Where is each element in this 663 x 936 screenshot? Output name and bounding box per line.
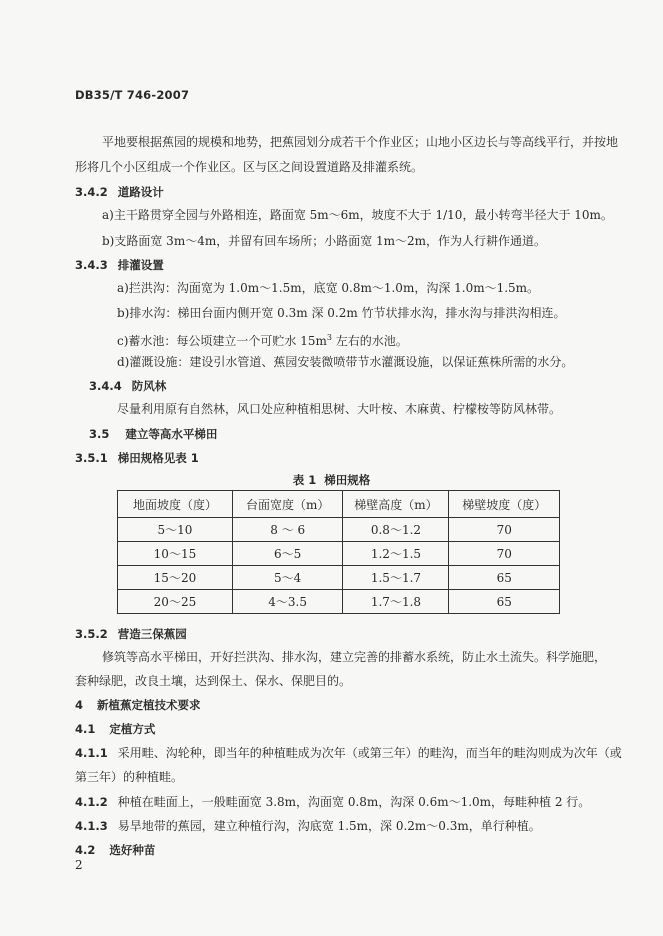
section-3-4-2-heading xyxy=(75,180,164,204)
table-caption-title: 梯田规格 xyxy=(324,473,371,487)
section-4-1-1-line-1 xyxy=(75,741,622,765)
drainage-item-c-text: c)蓄水池：每公顷建立一个可贮水 15m xyxy=(117,334,327,348)
section-title: 建立等高水平梯田 xyxy=(125,427,218,441)
section-number: 4 xyxy=(75,698,84,712)
windbreak-text: 尽量利用原有自然林，风口处应种植相思树、大叶桉、木麻黄、柠檬桉等防风林带。 xyxy=(117,402,562,416)
section-number: 4.1.3 xyxy=(75,819,108,833)
table-cell: 5～10 xyxy=(118,518,233,542)
column-header: 台面宽度（m） xyxy=(232,491,343,518)
table-cell: 6～5 xyxy=(232,542,343,566)
table-cell: 20～25 xyxy=(118,590,233,614)
drainage-item-a: a)拦洪沟：沟面宽为 1.0m～1.5m，底宽 0.8m～1.0m，沟深 1.0m～1.5m。 xyxy=(117,281,540,295)
paragraph-text: 易旱地带的蕉园，建立种植行沟，沟底宽 1.5m，深 0.2m～0.3m，单行种植。 xyxy=(117,819,541,833)
section-title: 排灌设置 xyxy=(117,258,164,272)
table-row xyxy=(118,590,560,614)
drainage-item-d: d)灌溉设施：建设引水管道、蕉园安装微喷带节水灌溉设施，以保证蕉株所需的水分。 xyxy=(117,355,574,369)
section-number: 4.2 xyxy=(75,843,96,857)
section-number: 3.5.1 xyxy=(75,451,108,465)
section-title: 梯田规格见表 1 xyxy=(117,451,199,465)
table-cell: 8 ～ 6 xyxy=(232,518,343,542)
section-3-5-2-heading xyxy=(75,622,187,646)
section-4-1-3 xyxy=(75,814,541,838)
table-row xyxy=(118,566,560,590)
table-cell: 15～20 xyxy=(118,566,233,590)
table-cell: 65 xyxy=(449,566,560,590)
table-cell: 10～15 xyxy=(118,542,233,566)
drainage-item-b: b)排水沟：梯田台面内侧开宽 0.3m 深 0.2m 竹节状排水沟，排水沟与排洪沟相连。 xyxy=(117,306,566,320)
road-item-b: b)支路面宽 3m～4m，并留有回车场所；小路面宽 1m～2m，作为人行耕作通道。 xyxy=(102,234,547,248)
section-3-5-heading xyxy=(89,422,217,446)
section-4-2-heading xyxy=(75,838,155,862)
section-title: 选好种苗 xyxy=(109,843,156,857)
table-row xyxy=(118,542,560,566)
table-row xyxy=(118,518,560,542)
section-number: 3.5.2 xyxy=(75,627,108,641)
section-4-1-heading xyxy=(75,717,155,741)
table-caption-number: 表 1 xyxy=(292,473,317,487)
column-header: 梯壁高度（m） xyxy=(343,491,449,518)
section-4-heading xyxy=(75,693,201,717)
section-title: 新植蕉定植技术要求 xyxy=(97,698,201,712)
section-number: 4.1.2 xyxy=(75,795,108,809)
page-number: 2 xyxy=(75,858,83,872)
section-title: 道路设计 xyxy=(117,185,164,199)
superscript: 3 xyxy=(326,333,332,342)
table-cell: 70 xyxy=(449,518,560,542)
intro-line-2: 形将几个小区组成一个作业区。区与区之间设置道路及排灌系统。 xyxy=(75,160,424,174)
table-cell: 1.5～1.7 xyxy=(343,566,449,590)
conservation-line-2: 套种绿肥，改良土壤，达到保土、保水、保肥目的。 xyxy=(75,674,352,688)
terrace-spec-table xyxy=(117,490,560,614)
paragraph-text: 采用畦、沟轮种，即当年的种植畦成为次年（或第三年）的畦沟，而当年的畦沟则成为次年（或 xyxy=(117,746,622,760)
column-header: 地面坡度（度） xyxy=(118,491,233,518)
section-number: 3.4.2 xyxy=(75,185,108,199)
section-3-4-3-heading xyxy=(75,253,164,277)
intro-line-1: 平地要根据蕉园的规模和地势，把蕉园划分成若干个作业区；山地小区边长与等高线平行，并按地 xyxy=(102,135,619,149)
table-cell: 1.7～1.8 xyxy=(343,590,449,614)
table-header-row xyxy=(118,491,560,518)
table-cell: 4～3.5 xyxy=(232,590,343,614)
table-cell: 65 xyxy=(449,590,560,614)
table-cell: 1.2～1.5 xyxy=(343,542,449,566)
section-number: 3.4.3 xyxy=(75,258,108,272)
section-title: 定植方式 xyxy=(109,722,156,736)
paragraph-text: 种植在畦面上，一般畦面宽 3.8m，沟面宽 0.8m，沟深 0.6m～1.0m，每畦种植 2 行。 xyxy=(117,795,591,809)
table-cell: 0.8～1.2 xyxy=(343,518,449,542)
drainage-item-c xyxy=(117,326,408,353)
section-number: 3.4.4 xyxy=(89,379,122,393)
conservation-line-1: 修筑等高水平梯田，开好拦洪沟、排水沟，建立完善的排蓄水系统，防止水土流失。科学施肥， xyxy=(102,650,607,664)
section-4-1-2 xyxy=(75,790,590,814)
section-title: 防风林 xyxy=(131,379,167,393)
table-cell: 70 xyxy=(449,542,560,566)
section-title: 营造三保蕉园 xyxy=(117,627,187,641)
column-header: 梯壁坡度（度） xyxy=(449,491,560,518)
section-number: 4.1.1 xyxy=(75,746,108,760)
section-3-5-1-heading xyxy=(75,446,199,470)
table-caption xyxy=(0,472,663,488)
table-cell: 5～4 xyxy=(232,566,343,590)
document-code: DB35/T 746-2007 xyxy=(75,88,190,102)
road-item-a: a)主干路贯穿全园与外路相连，路面宽 5m～6m，坡度不大于 1/10，最小转弯半径大于 10m。 xyxy=(102,208,613,222)
section-number: 4.1 xyxy=(75,722,96,736)
section-4-1-1-line-2: 第三年）的种植畦。 xyxy=(75,770,184,784)
section-3-4-4-heading xyxy=(89,374,166,398)
section-number: 3.5 xyxy=(89,427,110,441)
drainage-item-c-tail: 左右的水池。 xyxy=(331,334,408,348)
